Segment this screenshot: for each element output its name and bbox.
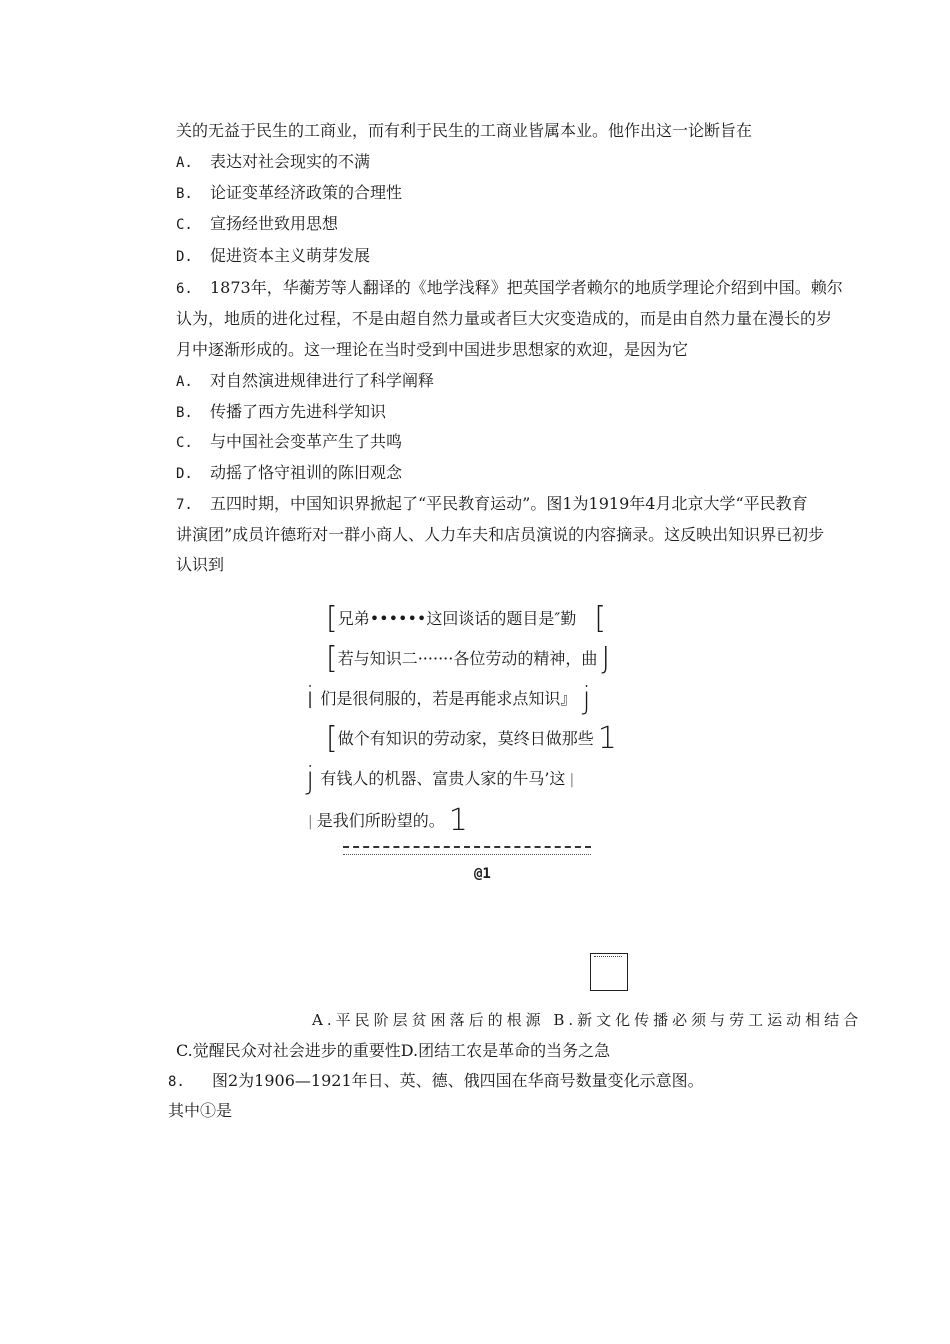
q8-line-2: 其中①是 <box>168 1101 233 1120</box>
q7-line-2: 讲演团”成员许德珩对一群小商人、人力车夫和店员演说的内容摘录。这反映出知识界已初步 <box>176 525 825 544</box>
q6-line-2: 认为，地质的进化过程，不是由超自然力量或者巨大灾变造成的，而是由自然力量在漫长的岁 <box>176 309 833 328</box>
q6-line-3: 月中逐渐形成的。这一理论在当时受到中国进步思想家的欢迎，是因为它 <box>176 340 689 359</box>
q7-options-cd: C.觉醒民众对社会进步的重要性D.团结工农是革命的当务之急 <box>176 1041 611 1060</box>
q6-option-c <box>176 431 402 454</box>
option-text: 宣扬经世致用思想 <box>210 214 339 233</box>
q5-option-c <box>176 213 338 236</box>
option-text: 对自然演进规律进行了科学阐释 <box>210 371 435 390</box>
bracket-glyph: i <box>306 681 315 716</box>
figure-bottom-rule <box>343 846 591 855</box>
q6-line-1 <box>176 277 843 300</box>
q5-option-d <box>176 245 370 268</box>
q7-line-1 <box>176 493 808 516</box>
q6-option-d <box>176 462 402 485</box>
bracket-glyph: [ <box>326 601 338 636</box>
figure-text: 们是很伺服的，若是再能求点知识』 <box>320 689 577 708</box>
option-letter: D. <box>176 466 193 482</box>
q7-text: 五四时期，中国知识界掀起了“平民教育运动”。图1为1919年4月北京大学“平民教育 <box>210 494 808 513</box>
q6-option-b <box>176 401 386 424</box>
q6-option-a <box>176 370 434 393</box>
figure-row-1 <box>326 601 607 636</box>
question-number: 7. <box>176 497 193 513</box>
bracket-glyph: 1 <box>597 721 617 756</box>
option-letter: D. <box>176 249 193 265</box>
question-number: 8. <box>168 1074 185 1090</box>
figure-row-4 <box>326 721 617 756</box>
option-text: 表达对社会现实的不满 <box>210 152 371 171</box>
figure-text: 是我们所盼望的。 <box>316 811 445 830</box>
small-image-placeholder <box>590 953 628 991</box>
figure-text: 兄弟••••••这回谈话的题目是″勤 <box>337 609 577 628</box>
q6-text: 1873年，华蘅芳等人翻译的《地学浅释》把英国学者赖尔的地质学理论介绍到中国。赖尔 <box>210 278 843 297</box>
bracket-glyph: | <box>308 814 313 830</box>
figure-row-5 <box>306 761 575 796</box>
option-letter: B. <box>176 186 193 202</box>
figure-row-6 <box>308 803 468 838</box>
bracket-glyph: | <box>569 772 575 788</box>
figure-text: 有钱人的机器、富贵人家的牛马’这 <box>320 769 566 788</box>
q7-options-ab: A.平民阶层贫困落后的根源 B.新文化传播必须与劳工运动相结合 <box>312 1011 863 1029</box>
option-letter: C. <box>176 435 193 451</box>
bracket-glyph: [ <box>326 641 338 676</box>
bracket-glyph: [ <box>326 721 338 756</box>
option-letter: A. <box>176 155 193 171</box>
option-text: 传播了西方先进科学知识 <box>210 402 387 421</box>
q5-option-a <box>176 151 370 174</box>
bracket-glyph: j <box>582 681 591 716</box>
bracket-glyph: j <box>306 761 315 796</box>
q5-stem-end: 关的无益于民生的工商业，而有利于民生的工商业皆属本业。他作出这一论断旨在 <box>176 121 753 140</box>
q7-line-3: 认识到 <box>176 555 225 574</box>
option-text: 动摇了恪守祖训的陈旧观念 <box>210 463 403 482</box>
q8-line-1 <box>168 1070 704 1093</box>
q8-text: 图2为1906—1921年日、英、德、俄四国在华商号数量变化示意图。 <box>212 1071 704 1090</box>
option-letter: C. <box>176 217 193 233</box>
bracket-glyph: J <box>601 641 611 676</box>
option-letter: B. <box>176 405 193 421</box>
q5-option-b <box>176 182 402 205</box>
figure-caption: @1 <box>474 866 491 882</box>
option-text: 促进资本主义萌芽发展 <box>210 246 371 265</box>
option-letter: A. <box>176 374 193 390</box>
figure-row-2 <box>326 641 611 676</box>
question-number: 6. <box>176 281 193 297</box>
option-text: 论证变革经济政策的合理性 <box>210 183 403 202</box>
option-text: 与中国社会变革产生了共鸣 <box>210 432 403 451</box>
bracket-glyph: [ <box>594 601 607 636</box>
figure-text: 若与知识二·······各位劳动的精神，曲 <box>337 649 598 668</box>
figure-text: 做个有知识的劳动家，莫终日做那些 <box>337 729 594 748</box>
figure-row-3 <box>306 681 591 716</box>
bracket-glyph: 1 <box>448 803 468 838</box>
